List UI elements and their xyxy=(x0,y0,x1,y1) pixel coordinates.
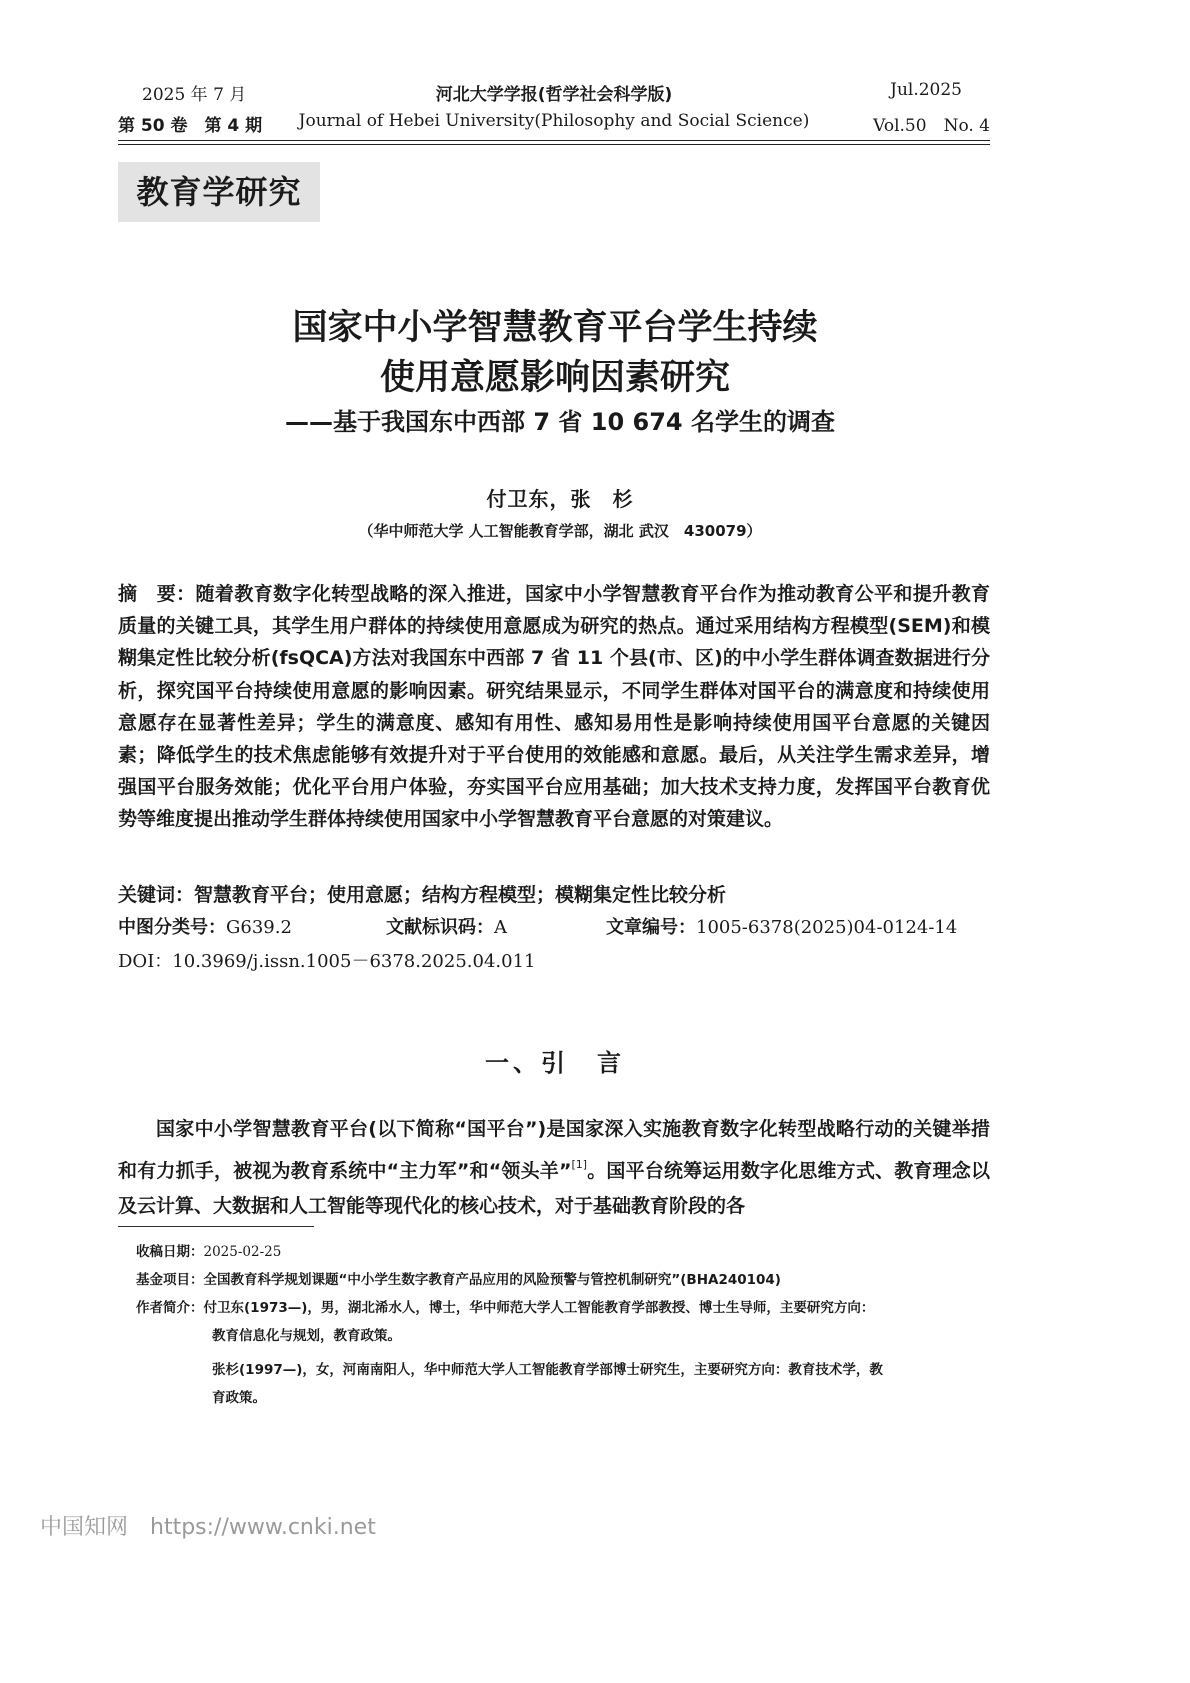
keywords xyxy=(118,880,726,907)
watermark-url[interactable]: https://www.cnki.net xyxy=(150,1515,376,1540)
doi: DOI：10.3969/j.issn.1005－6378.2025.04.011 xyxy=(118,951,536,972)
abstract-label: 摘 要： xyxy=(118,583,196,605)
clc-label: 中图分类号： xyxy=(118,917,226,938)
fund-project xyxy=(136,1266,996,1294)
bio2-line-1: 张杉(1997—)，女，河南南阳人，华中师范大学人工智能教育学部博士研究生，主要研究方向：教育技术学，教 xyxy=(212,1362,883,1378)
journal-name-en: Journal of Hebei University(Philosophy and Social Science) xyxy=(298,111,810,131)
watermark-brand: 中国知网 xyxy=(40,1515,129,1540)
author-bio-1 xyxy=(136,1294,996,1322)
footnotes xyxy=(136,1238,996,1412)
volume-issue-cn: 第 50 卷 第 4 期 xyxy=(118,116,263,136)
document-code-value: A xyxy=(494,917,507,938)
issue-date-en: Jul.2025 xyxy=(890,80,962,100)
body-text-part-1: 国家中小学智慧教育平台(以下简称“国平台”)是国家深入实施教育数字化转型战略行动的关键举措和有力抓手，被视为教育系统中“主力军”和“领头羊” xyxy=(118,1118,990,1182)
article-title-line-2: 使用意愿影响因素研究 xyxy=(379,358,730,398)
header-rule-thick xyxy=(118,140,990,141)
keywords-label: 关键词： xyxy=(118,884,195,906)
keywords-text: 智慧教育平台；使用意愿；结构方程模型；模糊集定性比较分析 xyxy=(194,884,727,906)
fund-value: 全国教育科学规划课题“中小学生数字教育产品应用的风险预警与管控机制研究”(BHA240104) xyxy=(203,1272,781,1288)
journal-name-cn: 河北大学学报(哲学社会科学版) xyxy=(435,85,673,105)
volume-issue-en: Vol.50 No. 4 xyxy=(873,116,990,136)
bio-label: 作者简介： xyxy=(136,1300,204,1316)
received-label: 收稿日期： xyxy=(136,1244,204,1260)
received-value: 2025-02-25 xyxy=(203,1244,282,1260)
abstract xyxy=(118,578,990,836)
document-code xyxy=(386,913,507,939)
issue-date-cn: 2025 年 7 月 xyxy=(142,85,247,105)
abstract-text: 随着教育数字化转型战略的深入推进，国家中小学智慧教育平台作为推动教育公平和提升教育质量的关键工具，其学生用户群体的持续使用意愿成为研究的热点。通过采用结构方程模型(SEM)和模糊集定性比较分析(fsQCA)方法对我国东中西部 7 省 11 个县(市、区)的中小学生群体调查数据进行分析，探究国平台持续使用意愿的影响因素。研究结果显示，不同学生群体对国平台的满意度和持续使用意愿存在显著性差异；学生的满意度、感知有用性、感知易用性是影响持续使用国平台意愿的关键因素；降低学生的技术焦虑能够有效提升对于平台使用的效能感和意愿。最后，从关注学生需求差异，增强国平台服务效能；优化平台用户体验，夯实国平台应用基础；加大技术支持力度，发挥国平台教育优势等维度提出推动学生群体持续使用国家中小学智慧教育平台意愿的对策建议。 xyxy=(118,583,990,831)
bio1-line-1: 付卫东(1973—)，男，湖北浠水人，博士，华中师范大学人工智能教育学部教授、博士生导师，主要研究方向： xyxy=(203,1300,875,1316)
header-row-bottom xyxy=(118,111,990,137)
clc-number xyxy=(118,913,292,939)
section-heading-introduction: 一、引 言 xyxy=(485,1049,625,1077)
authors: 付卫东，张 杉 xyxy=(486,487,634,511)
article-subtitle: ——基于我国东中西部 7 省 10 674 名学生的调查 xyxy=(285,408,835,436)
citation-ref[interactable]: [1] xyxy=(571,1158,588,1171)
header-row-top xyxy=(118,80,990,106)
body-paragraph xyxy=(118,1112,990,1224)
clc-value: G639.2 xyxy=(226,917,292,938)
affiliation: （华中师范大学 人工智能教育学部，湖北 武汉 430079） xyxy=(358,522,762,540)
footnote-rule xyxy=(118,1226,314,1227)
fund-label: 基金项目： xyxy=(136,1272,204,1288)
section-tag: 教育学研究 xyxy=(118,162,320,222)
article-number-label: 文章编号： xyxy=(606,917,696,938)
article-title-line-1: 国家中小学智慧教育平台学生持续 xyxy=(292,308,818,348)
header-rule-thin xyxy=(118,144,990,145)
document-code-label: 文献标识码： xyxy=(386,917,494,938)
body-text-part-2: 。国平台统筹运用数字化思维方式、教育理念以及云计算、大数据和人工智能等现代化的核心技术，对于基础教育阶段的各 xyxy=(118,1160,990,1217)
watermark xyxy=(40,1510,398,1541)
article-number xyxy=(606,913,957,939)
bio1-line-2: 教育信息化与规划，教育政策。 xyxy=(212,1328,401,1344)
received-date xyxy=(136,1238,996,1266)
bio2-line-2: 育政策。 xyxy=(212,1390,266,1406)
article-number-value: 1005-6378(2025)04-0124-14 xyxy=(696,917,958,938)
